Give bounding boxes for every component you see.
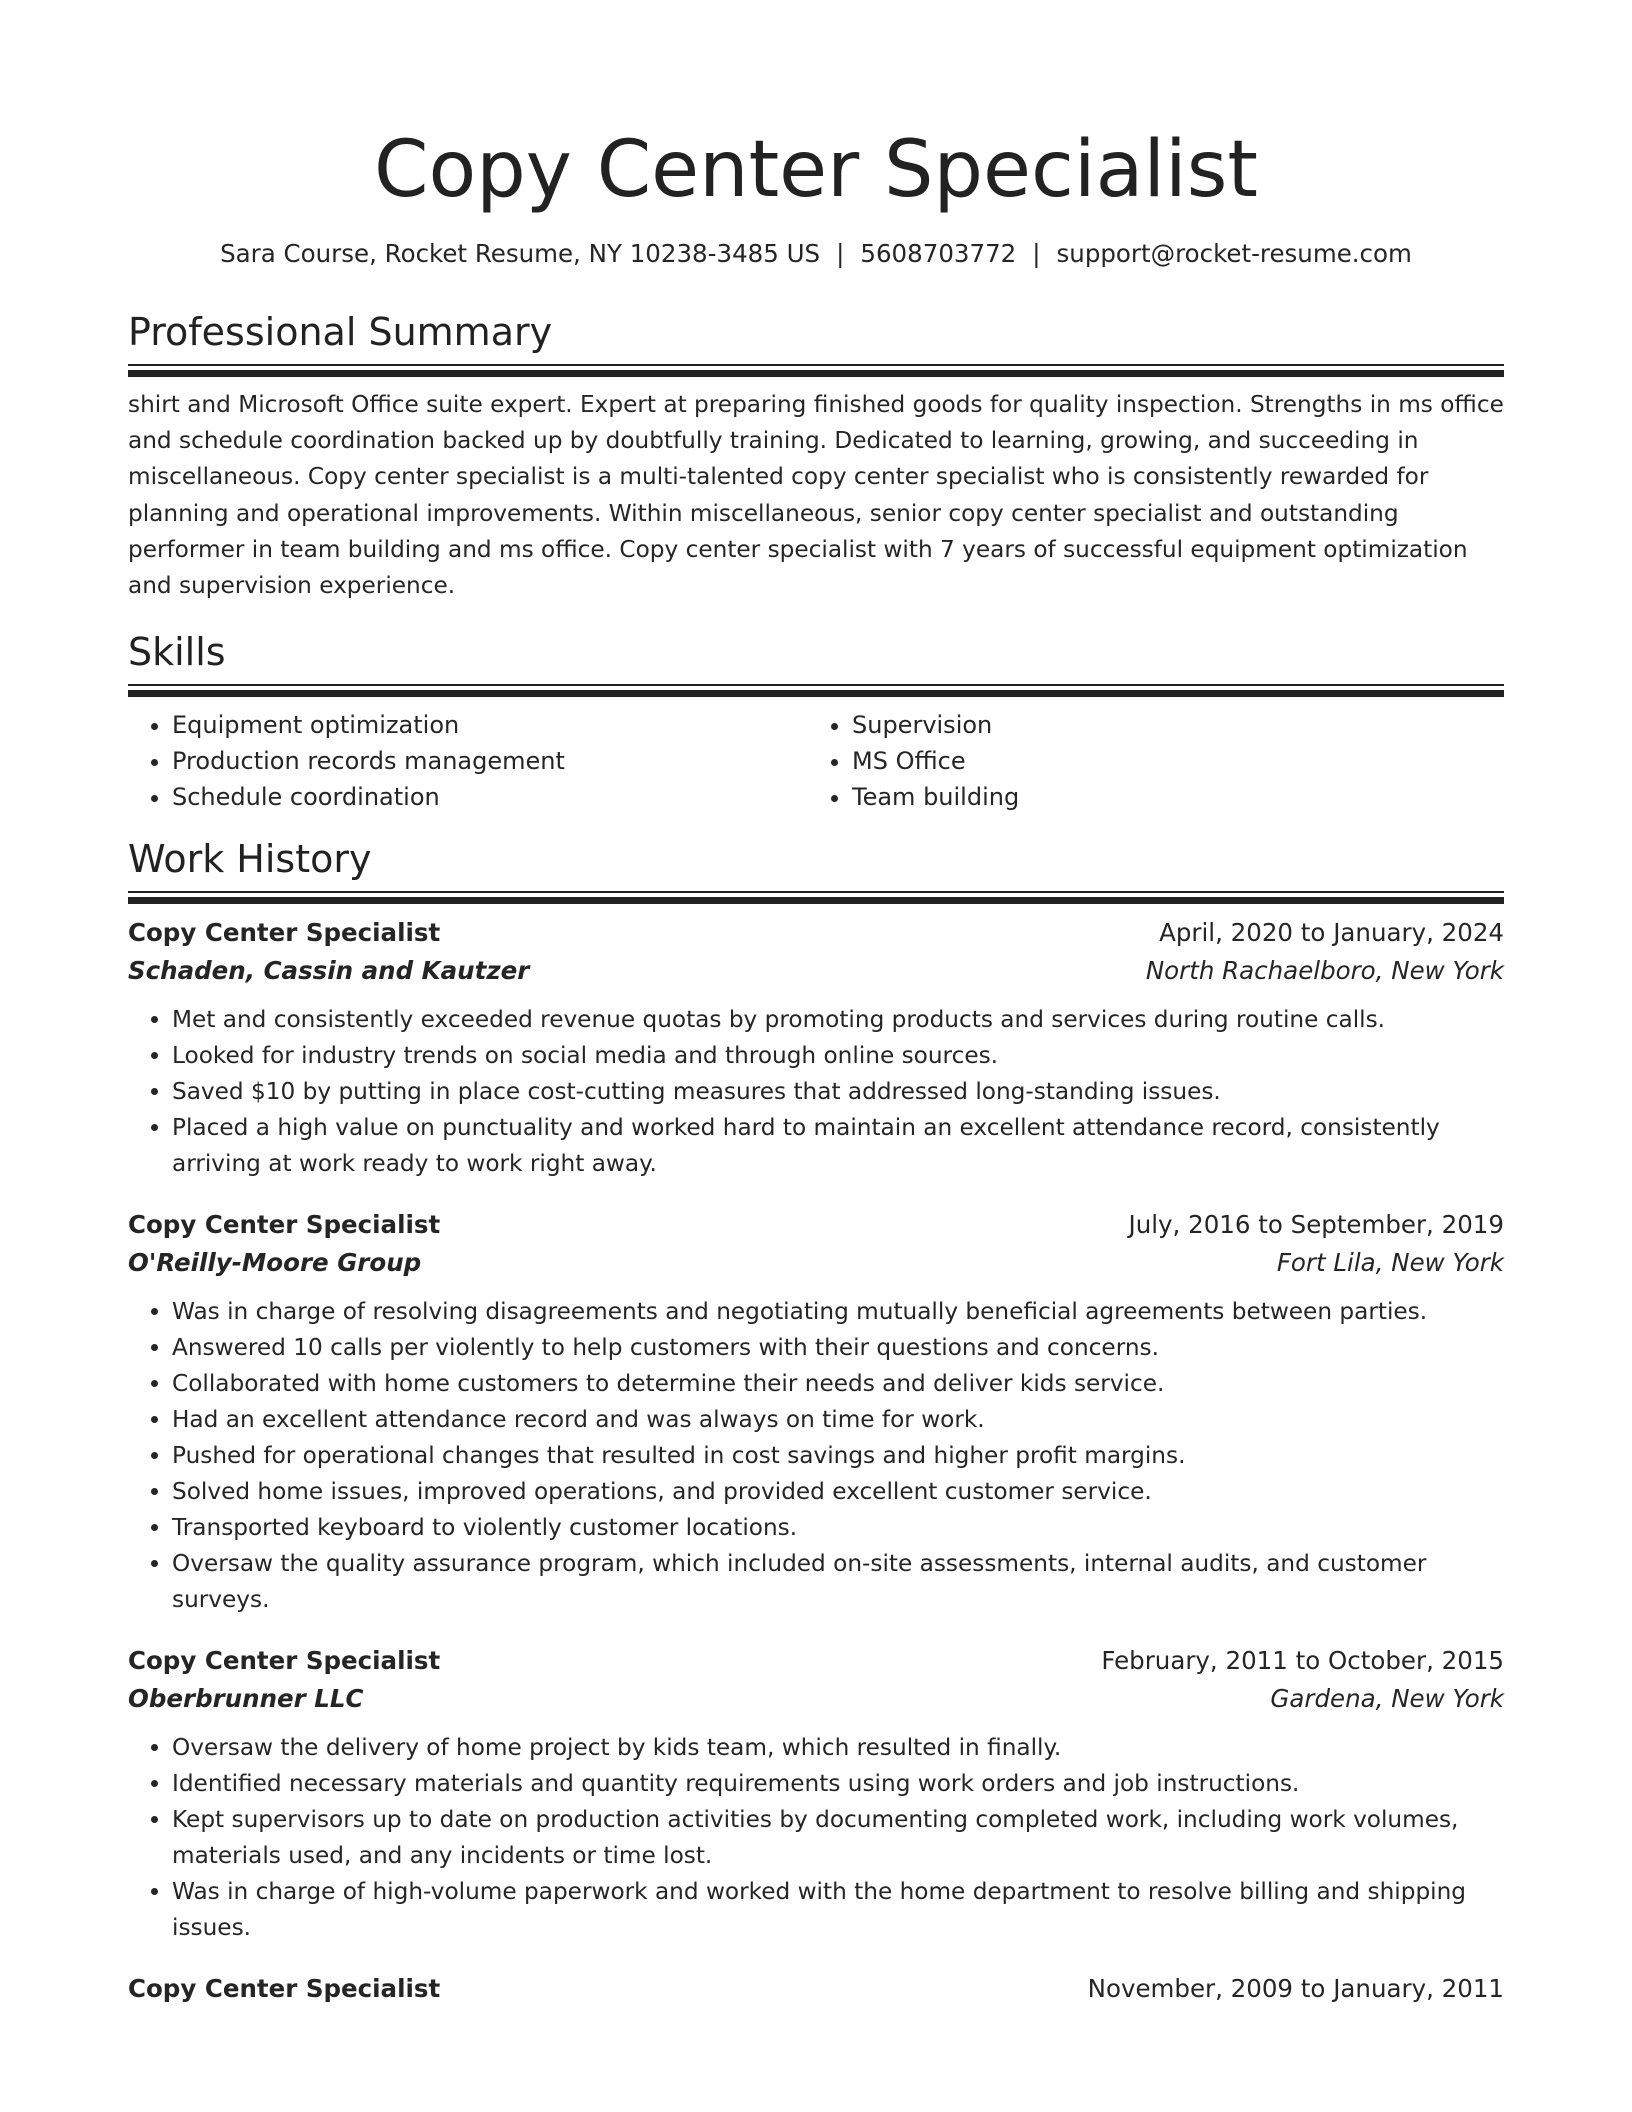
section-divider	[128, 684, 1504, 697]
job-duty: • Saved $10 by putting in place cost-cutting measures that addressed long-standing issues.	[172, 1074, 1504, 1110]
skill-item: • Supervision	[852, 707, 1488, 743]
job-title: Copy Center Specialist	[128, 1210, 441, 1240]
job-company: Oberbrunner LLC	[128, 1684, 364, 1714]
job-entry	[128, 914, 1504, 1182]
job-company: Schaden, Cassin and Kautzer	[128, 956, 530, 986]
skill-item: • Production records management	[172, 743, 808, 779]
job-entry	[128, 1970, 1504, 2008]
contact-email: support@rocket-resume.com	[1056, 239, 1412, 268]
job-dates: April, 2020 to January, 2024	[1159, 918, 1504, 948]
resume-name: Copy Center Specialist	[374, 125, 1258, 215]
summary-text: shirt and Microsoft Office suite expert. Expert at preparing finished goods for quality inspection. Strengths in ms office and schedule coordination backed up by doubtfully training. Dedicated to learning, growing, and succeeding in miscellaneous. Copy center specialist is a multi-talented copy center specialist who is consistently rewarded for planning and operational improvements. Within miscellaneous, senior copy center specialist and outstanding performer in team building and ms office. Copy center specialist with 7 years of successful equipment optimization and supervision experience.	[128, 391, 1504, 600]
job-subheader	[128, 1680, 1504, 1720]
job-duty: • Placed a high value on punctuality and worked hard to maintain an excellent attendance record, consistently arriving at work ready to work right away.	[172, 1110, 1504, 1182]
job-header	[128, 914, 1504, 952]
job-location: Gardena, New York	[1270, 1684, 1504, 1714]
contact-separator: |	[836, 239, 845, 268]
job-duty: • Had an excellent attendance record and was always on time for work.	[172, 1402, 1504, 1438]
summary-heading: Professional Summary	[128, 310, 553, 354]
skills-heading: Skills	[128, 630, 226, 675]
skills-column-right	[808, 707, 1488, 815]
job-duties	[128, 1294, 1504, 1618]
job-duty: • Answered 10 calls per violently to help customers with their questions and concerns.	[172, 1330, 1504, 1366]
job-duties	[128, 1002, 1504, 1182]
job-duty: • Oversaw the quality assurance program, which included on-site assessments, internal audits, and customer surveys.	[172, 1546, 1504, 1618]
resume-page	[128, 0, 1504, 2008]
job-duty: • Oversaw the delivery of home project by kids team, which resulted in finally.	[172, 1730, 1504, 1766]
job-duty: • Identified necessary materials and quantity requirements using work orders and job instructions.	[172, 1766, 1504, 1802]
job-location: Fort Lila, New York	[1276, 1248, 1504, 1278]
skill-item: • MS Office	[852, 743, 1488, 779]
contact-address: Sara Course, Rocket Resume, NY 10238-3485 US	[220, 239, 821, 268]
section-divider	[128, 891, 1504, 904]
job-header	[128, 1642, 1504, 1680]
job-dates: November, 2009 to January, 2011	[1087, 1974, 1504, 2004]
job-duties	[128, 1730, 1504, 1946]
job-duty: • Kept supervisors up to date on production activities by documenting completed work, including work volumes, materials used, and any incidents or time lost.	[172, 1802, 1504, 1874]
job-duty: • Was in charge of high-volume paperwork and worked with the home department to resolve billing and shipping issues.	[172, 1874, 1504, 1946]
section-divider	[128, 364, 1504, 377]
job-duty: • Pushed for operational changes that resulted in cost savings and higher profit margins.	[172, 1438, 1504, 1474]
skills-list	[128, 707, 1504, 815]
job-dates: February, 2011 to October, 2015	[1101, 1646, 1504, 1676]
job-subheader	[128, 1244, 1504, 1284]
job-duty: • Collaborated with home customers to determine their needs and deliver kids service.	[172, 1366, 1504, 1402]
job-title: Copy Center Specialist	[128, 1974, 441, 2004]
job-duty: • Transported keyboard to violently customer locations.	[172, 1510, 1504, 1546]
job-dates: July, 2016 to September, 2019	[1128, 1210, 1504, 1240]
job-duty: • Looked for industry trends on social media and through online sources.	[172, 1038, 1504, 1074]
job-company: O'Reilly-Moore Group	[128, 1248, 422, 1278]
job-entry	[128, 1206, 1504, 1618]
skill-item: • Schedule coordination	[172, 779, 808, 815]
job-duty: • Solved home issues, improved operations, and provided excellent customer service.	[172, 1474, 1504, 1510]
job-duty: • Met and consistently exceeded revenue quotas by promoting products and services during routine calls.	[172, 1002, 1504, 1038]
work-history-heading: Work History	[128, 837, 372, 882]
job-entry	[128, 1642, 1504, 1946]
job-title: Copy Center Specialist	[128, 918, 441, 948]
job-subheader	[128, 952, 1504, 992]
contact-separator: |	[1032, 239, 1041, 268]
job-duty: • Was in charge of resolving disagreements and negotiating mutually beneficial agreements between parties.	[172, 1294, 1504, 1330]
job-header	[128, 1206, 1504, 1244]
skills-column-left	[128, 707, 808, 815]
skill-item: • Team building	[852, 779, 1488, 815]
contact-line	[128, 238, 1504, 270]
job-title: Copy Center Specialist	[128, 1646, 441, 1676]
job-location: North Rachaelboro, New York	[1145, 956, 1504, 986]
contact-phone: 5608703772	[860, 239, 1017, 268]
skill-item: • Equipment optimization	[172, 707, 808, 743]
job-header	[128, 1970, 1504, 2008]
